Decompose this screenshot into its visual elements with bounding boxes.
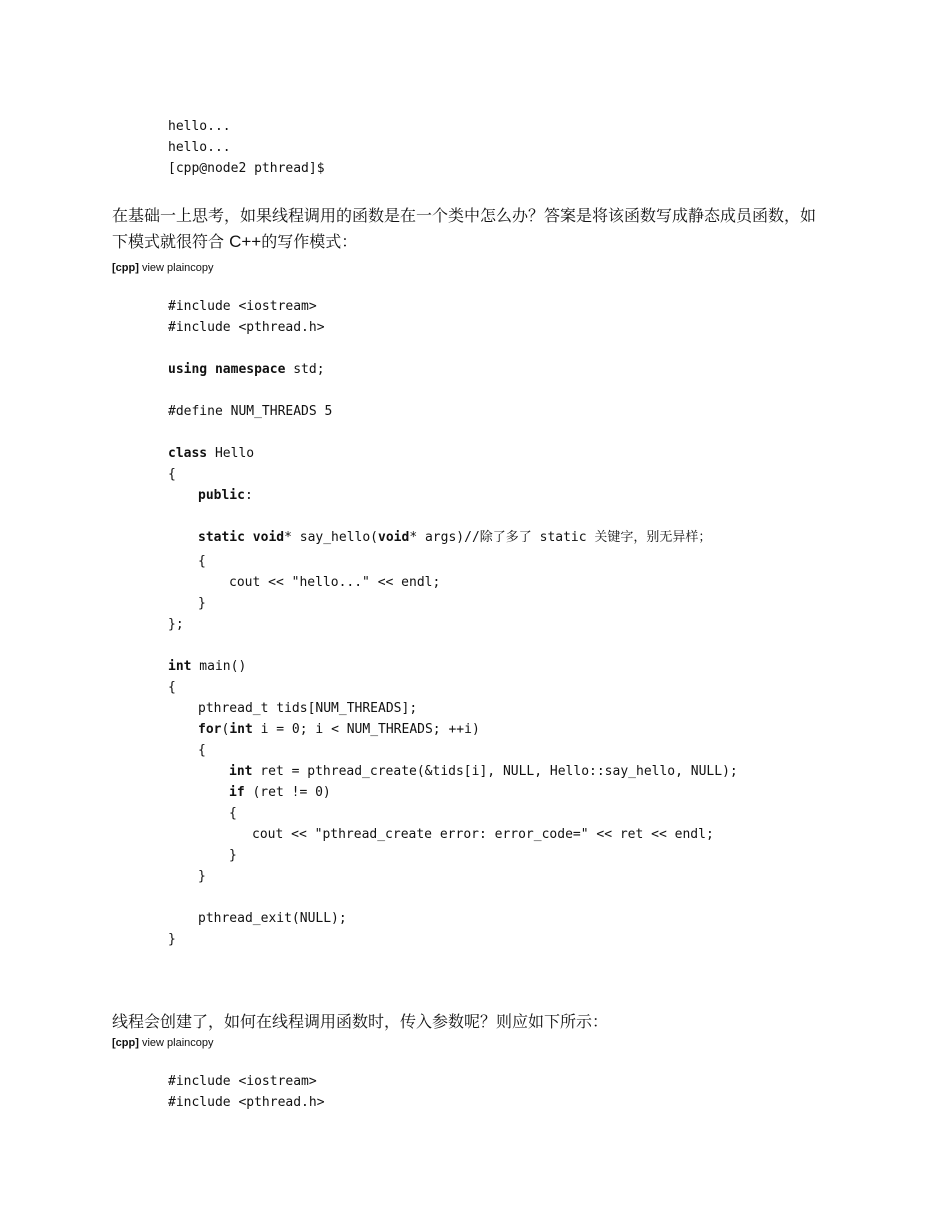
code-text: pthread_exit(NULL);: [198, 911, 347, 926]
code-line: [0, 296, 900, 317]
comment-text: static: [531, 530, 595, 545]
comment-text: 除了多了: [479, 530, 532, 545]
code-text: }: [168, 932, 176, 947]
code-line: [0, 908, 900, 929]
code-text: [168, 443, 254, 464]
language-tag: [cpp]: [112, 262, 139, 274]
code-span: main(): [191, 659, 247, 674]
code-line: [0, 824, 900, 845]
code-line: [0, 635, 900, 656]
paragraph-line: 线程会创建了，如何在线程调用函数时，传入参数呢？则应如下所示：: [112, 1012, 609, 1031]
code-line: [0, 359, 900, 380]
code-text: pthread_t tids[NUM_THREADS];: [198, 701, 418, 716]
code-line: [0, 761, 900, 782]
code-text: }: [198, 596, 206, 611]
code-line: [0, 740, 900, 761]
code-text: [168, 656, 246, 677]
code-line: [0, 338, 900, 359]
keyword: void: [378, 530, 410, 545]
code-line: [0, 866, 900, 887]
code-line: [0, 158, 900, 179]
code-toolbar: [112, 1036, 214, 1050]
paragraph-line: 在基础一上思考，如果线程调用的函数是在一个类中怎么办？答案是将该函数写成静态成员函数，如: [112, 206, 817, 225]
code-span: Hello: [207, 446, 255, 461]
code-text: };: [168, 617, 184, 632]
code-text: cout << "hello..." << endl;: [229, 575, 441, 590]
paragraph-intro: [112, 203, 842, 255]
code-span: :: [244, 488, 253, 503]
text-span: 的写作模式：: [261, 232, 358, 251]
code-line: [0, 782, 900, 803]
keyword: static void: [198, 530, 285, 545]
code-line: [0, 698, 900, 719]
keyword: int: [229, 764, 253, 779]
code-line: [0, 656, 900, 677]
code-text: [229, 782, 331, 803]
code-text: [198, 527, 711, 548]
keyword: class: [168, 446, 208, 461]
code-line: [0, 380, 900, 401]
code-line: [0, 317, 900, 338]
code-span: * say_hello(: [284, 530, 379, 545]
code-text: #include <pthread.h>: [168, 320, 325, 335]
code-text: #define NUM_THREADS 5: [168, 404, 333, 419]
code-line: [0, 551, 900, 572]
paragraph-params: [112, 1009, 842, 1035]
code-line: [0, 929, 900, 950]
keyword: for: [198, 722, 222, 737]
code-line: [0, 677, 900, 698]
code-text: }: [229, 848, 237, 863]
code-text: [168, 359, 325, 380]
code-text: {: [198, 554, 206, 569]
code-line: [0, 803, 900, 824]
code-line: [0, 422, 900, 443]
code-text: #include <pthread.h>: [168, 1095, 325, 1110]
code-span: std;: [285, 362, 325, 377]
code-line: [0, 527, 900, 548]
code-text: {: [198, 743, 206, 758]
code-line: [0, 401, 900, 422]
code-span: ret = pthread_create(&tids[i], NULL, Hello::say_hello, NULL);: [252, 764, 738, 779]
keyword: int: [229, 722, 253, 737]
view-plain-link[interactable]: view plain: [141, 1037, 191, 1049]
code-line: [0, 443, 900, 464]
code-text: [198, 485, 253, 506]
code-line: [0, 572, 900, 593]
code-text: {: [168, 467, 176, 482]
text-span: C++: [229, 232, 262, 251]
keyword: using namespace: [168, 362, 286, 377]
code-text: [cpp@node2 pthread]$: [168, 161, 325, 176]
keyword: if: [229, 785, 245, 800]
code-line: [0, 845, 900, 866]
code-line: [0, 485, 900, 506]
code-line: [0, 614, 900, 635]
code-line: [0, 464, 900, 485]
copy-link[interactable]: copy: [190, 1037, 214, 1049]
code-line: [0, 887, 900, 908]
code-span: * args)//: [409, 530, 480, 545]
text-span: 下模式就很符合: [112, 232, 230, 251]
keyword: public: [198, 488, 245, 503]
view-plain-link[interactable]: view plain: [141, 262, 191, 274]
code-line: [0, 719, 900, 740]
comment-text: 关键字，别无异样；: [594, 530, 712, 545]
code-line: [0, 1092, 900, 1113]
code-line: [0, 1071, 900, 1092]
copy-link[interactable]: copy: [190, 262, 214, 274]
language-tag: [cpp]: [112, 1037, 139, 1049]
code-line: [0, 137, 900, 158]
code-line: [0, 116, 900, 137]
code-text: }: [198, 869, 206, 884]
code-text: {: [229, 806, 237, 821]
code-text: #include <iostream>: [168, 299, 317, 314]
code-text: hello...: [168, 140, 231, 155]
code-span: (ret != 0): [244, 785, 331, 800]
code-text: [229, 761, 738, 782]
code-line: [0, 593, 900, 614]
code-toolbar: [112, 261, 214, 275]
paragraph-line: [112, 229, 842, 255]
code-text: hello...: [168, 119, 231, 134]
code-line: [0, 506, 900, 527]
code-span: (: [221, 722, 230, 737]
code-text: cout << "pthread_create error: error_code=" << ret << endl;: [252, 827, 714, 842]
code-span: i = 0; i < NUM_THREADS; ++i): [252, 722, 480, 737]
code-text: {: [168, 680, 176, 695]
keyword: int: [168, 659, 192, 674]
code-text: #include <iostream>: [168, 1074, 317, 1089]
code-text: [198, 719, 480, 740]
